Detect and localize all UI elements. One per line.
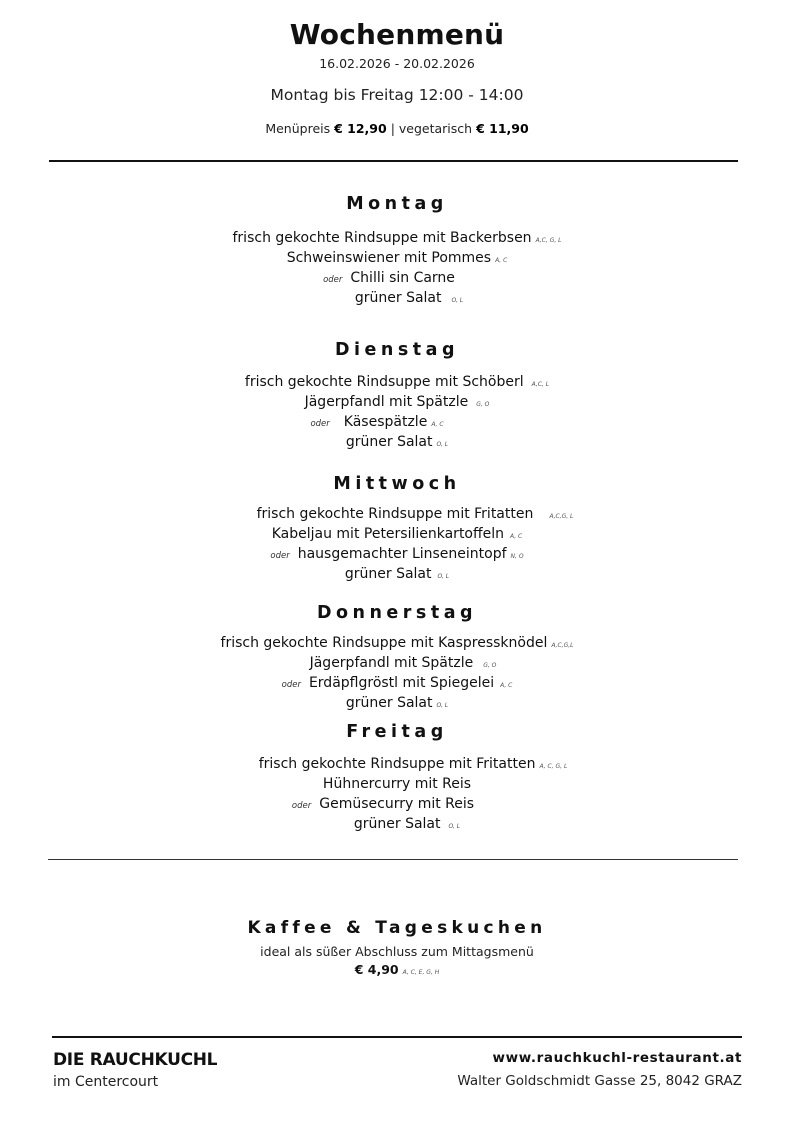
allergen-codes: A,C,G, L bbox=[549, 513, 574, 520]
allergen-codes: A, C bbox=[431, 421, 444, 428]
allergen-codes: A,C, G, L bbox=[535, 237, 562, 244]
price-label: Menüpreis bbox=[265, 121, 331, 136]
coffee-title: Kaffee & Tageskuchen bbox=[247, 918, 547, 938]
price-veg-label: vegetarisch bbox=[398, 121, 473, 136]
dish-text: Gemüsecurry mit Reis bbox=[319, 796, 475, 812]
allergen-codes: A, C bbox=[510, 533, 523, 540]
oder-label: oder bbox=[323, 275, 343, 285]
tuesday-alternative bbox=[0, 414, 794, 430]
allergen-codes: O, L bbox=[437, 573, 450, 580]
menu-title: Wochenmenü bbox=[289, 18, 505, 51]
monday-salad bbox=[0, 290, 794, 306]
friday-alternative bbox=[0, 796, 794, 812]
allergen-codes: A, C, G, L bbox=[539, 763, 568, 770]
wednesday-salad bbox=[0, 566, 794, 582]
allergen-codes: A, C bbox=[495, 257, 508, 264]
oder-label: oder bbox=[270, 551, 290, 561]
dish-text: Jägerpfandl mit Spätzle bbox=[309, 655, 474, 671]
allergen-codes: A, C, E, G, H bbox=[402, 969, 440, 976]
monday-soup bbox=[0, 230, 794, 246]
day-title-monday: Montag bbox=[346, 194, 448, 214]
thursday-salad bbox=[0, 695, 794, 711]
coffee-price-line bbox=[0, 962, 794, 977]
dish-text: frisch gekochte Rindsuppe mit Fritatten bbox=[256, 506, 534, 522]
dish-text: grüner Salat bbox=[354, 290, 442, 306]
restaurant-name: DIE RAUCHKUCHL bbox=[53, 1050, 218, 1070]
dish-text: grüner Salat bbox=[345, 695, 433, 711]
restaurant-address: Walter Goldschmidt Gasse 25, 8042 GRAZ bbox=[457, 1073, 742, 1089]
oder-label: oder bbox=[281, 680, 301, 690]
dish-text: grüner Salat bbox=[344, 566, 432, 582]
date-range: 16.02.2026 - 20.02.2026 bbox=[319, 56, 475, 71]
coffee-subtitle: ideal als süßer Abschluss zum Mittagsmenü bbox=[260, 944, 534, 959]
dish-text: frisch gekochte Rindsuppe mit Fritatten bbox=[258, 756, 536, 772]
day-title-thursday: Donnerstag bbox=[316, 603, 478, 623]
coffee-price: € 4,90 bbox=[354, 962, 399, 977]
allergen-codes: O, L bbox=[436, 702, 449, 709]
website-link[interactable]: www.rauchkuchl-restaurant.at bbox=[492, 1050, 742, 1066]
dish-text: Kabeljau mit Petersilienkartoffeln bbox=[271, 526, 505, 542]
friday-salad bbox=[0, 816, 794, 832]
dish-text: Jägerpfandl mit Spätzle bbox=[304, 394, 469, 410]
dish-text: Schweinswiener mit Pommes bbox=[286, 250, 492, 266]
dish-text: frisch gekochte Rindsuppe mit Schöberl bbox=[244, 374, 524, 390]
allergen-codes: G, O bbox=[476, 401, 490, 408]
tuesday-main bbox=[0, 394, 794, 410]
day-title-tuesday: Dienstag bbox=[335, 340, 459, 360]
price-vegetarian: € 11,90 bbox=[476, 121, 529, 136]
dish-text: Käsespätzle bbox=[343, 414, 428, 430]
monday-alternative bbox=[0, 270, 794, 286]
thursday-soup bbox=[0, 635, 794, 651]
oder-label: oder bbox=[291, 801, 312, 811]
monday-main bbox=[0, 250, 794, 266]
dish-text: grüner Salat bbox=[345, 434, 433, 450]
oder-label: oder bbox=[310, 419, 330, 429]
dish-text: Chilli sin Carne bbox=[350, 270, 455, 286]
dish-text: Erdäpflgröstl mit Spiegelei bbox=[308, 675, 495, 691]
restaurant-location: im Centercourt bbox=[53, 1074, 159, 1090]
opening-hours: Montag bis Freitag 12:00 - 14:00 bbox=[270, 86, 524, 104]
thursday-main bbox=[0, 655, 794, 671]
tuesday-soup bbox=[0, 374, 794, 390]
thursday-alternative bbox=[0, 675, 794, 691]
allergen-codes: A,C,G,L bbox=[551, 642, 574, 649]
tuesday-salad bbox=[0, 434, 794, 450]
wednesday-main bbox=[0, 526, 794, 542]
price-separator: | bbox=[390, 121, 395, 136]
dish-text: grüner Salat bbox=[353, 816, 441, 832]
day-title-wednesday: Mittwoch bbox=[333, 474, 461, 494]
wednesday-soup bbox=[0, 506, 794, 522]
allergen-codes: A,C, L bbox=[531, 381, 550, 388]
dish-text: frisch gekochte Rindsuppe mit Kaspressknödel bbox=[220, 635, 548, 651]
dish-text: Hühnercurry mit Reis bbox=[322, 776, 472, 792]
allergen-codes: G, O bbox=[483, 662, 497, 669]
footer-divider bbox=[52, 1036, 742, 1038]
header-divider bbox=[49, 160, 738, 162]
friday-soup bbox=[0, 756, 794, 772]
day-title-friday: Freitag bbox=[346, 722, 448, 742]
price-regular: € 12,90 bbox=[334, 121, 387, 136]
dish-text: hausgemachter Linseneintopf bbox=[297, 546, 507, 562]
allergen-codes: O, L bbox=[448, 823, 461, 830]
allergen-codes: O, L bbox=[451, 297, 464, 304]
wednesday-alternative bbox=[0, 546, 794, 562]
friday-main bbox=[0, 776, 794, 792]
menu-divider bbox=[48, 859, 738, 860]
allergen-codes: A, C bbox=[500, 682, 513, 689]
allergen-codes: O, L bbox=[436, 441, 449, 448]
price-line bbox=[0, 121, 794, 136]
dish-text: frisch gekochte Rindsuppe mit Backerbsen bbox=[232, 230, 532, 246]
allergen-codes: N, O bbox=[510, 553, 524, 560]
